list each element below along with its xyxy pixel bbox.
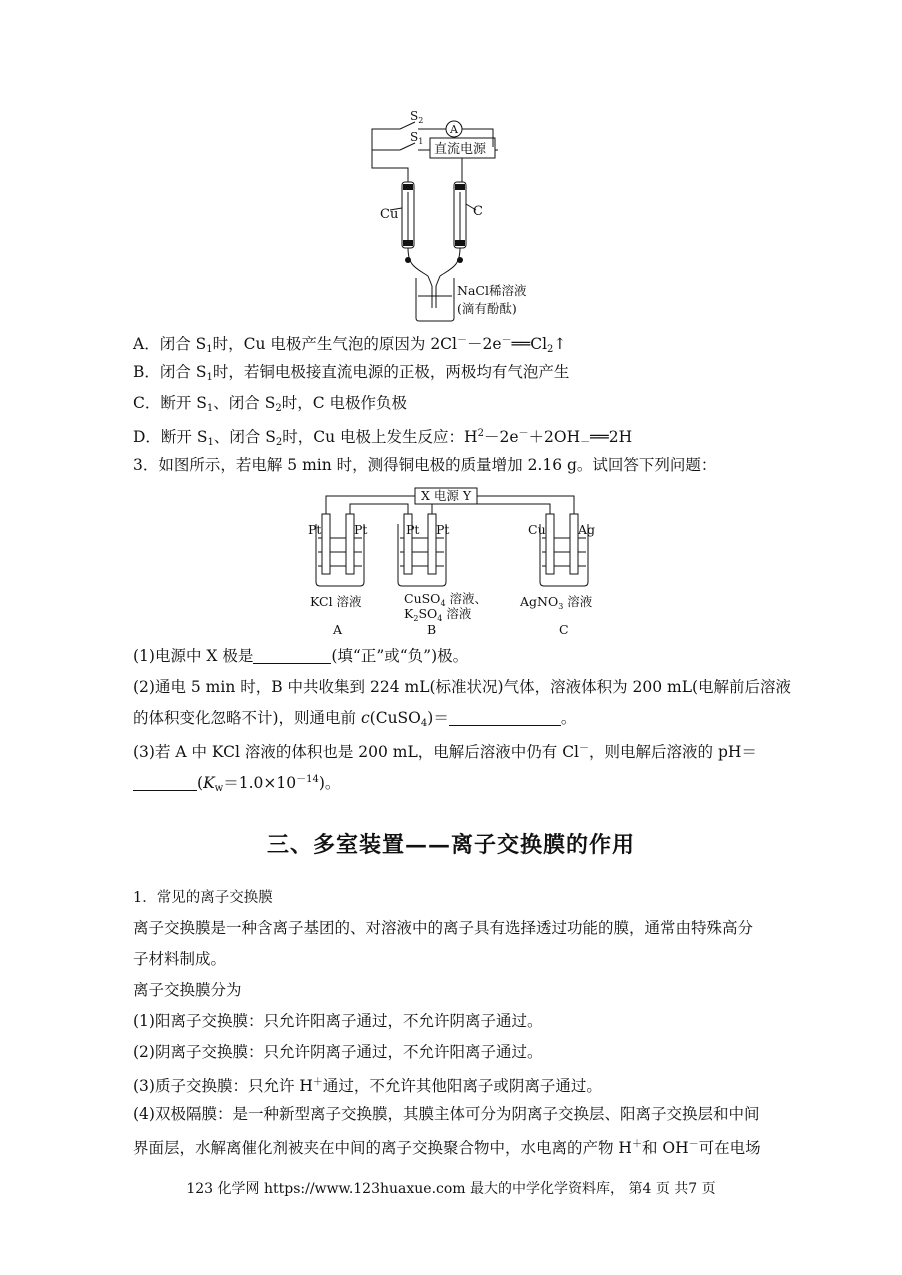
fig2-c-left-electrode: Cu (528, 522, 546, 537)
page-footer: 123 化学网 https://www.123huaxue.com 最大的中学化学资料库， 第4 页 共7 页 (186, 1181, 716, 1197)
subsection-heading: 1．常见的离子交换膜 (133, 890, 273, 906)
figure-electrolysis-apparatus (360, 100, 560, 325)
fig2-c-solution: AgNO$_3$ 溶液 (520, 594, 593, 611)
fig1-c-label: C (473, 204, 483, 219)
option-a: A．闭合 $S_1$时，Cu 电极产生气泡的原因为 $2Cl^--2e^-══Cl_2↑$ (133, 335, 567, 355)
fig2-b-left-electrode: Pt (406, 522, 420, 537)
fig2-a-label: A (333, 622, 343, 637)
answer-blank-1[interactable] (253, 647, 331, 664)
question-3-stem: 3．如图所示，若电解 5 min 时，测得铜电极的质量增加 2.16 g。试回答下列问题： (133, 456, 717, 474)
fig2-b-label: B (427, 622, 437, 637)
option-b: B．闭合 $S_1$时，若铜电极接直流电源的正极，两极均有气泡产生 (133, 363, 570, 383)
fig1-solution-label: NaCl稀溶液 (457, 283, 527, 298)
section-title: 三、多室装置——离子交换膜的作用 (266, 832, 635, 858)
sub-question-3-line-1: (3)若 A 中 KCl 溶液的体积也是 200 mL，电解后溶液中仍有 Cl－，则电解后溶液的 pH＝ (133, 743, 757, 761)
fig1-cu-label: Cu (380, 207, 399, 222)
option-c: C．断开 $S_1$、闭合 $S_2$时，C 电极作负极 (133, 394, 407, 414)
fig2-a-left-electrode: Pt (308, 522, 322, 537)
fig1-s2-label: $S_2$ (410, 109, 424, 125)
fig1-ammeter-label: A (450, 123, 458, 136)
list-item-2: (2)阴离子交换膜：只允许阴离子通过，不允许阳离子通过。 (133, 1043, 543, 1061)
paragraph-line-1: 离子交换膜是一种含离子基团的、对溶液中的离子具有选择透过功能的膜，通常由特殊高分 (133, 919, 754, 937)
fig2-c-label: C (559, 622, 569, 637)
fig1-power-label: 直流电源 (434, 142, 487, 157)
answer-blank-3[interactable] (133, 774, 197, 791)
sub-question-2-line-2: 的体积变化忽略不计)，则通电前 c(CuSO$_4$)＝ 。 (133, 709, 577, 729)
sub-question-2-line-1: (2)通电 5 min 时，B 中共收集到 224 mL(标准状况)气体，溶液体积为 200 mL(电解前后溶液 (133, 678, 792, 696)
fig2-c-right-electrode: Ag (578, 522, 596, 537)
sub-question-1: (1)电源中 X 极是 (填“正”或“负”)极。 (133, 647, 469, 665)
fig2-power-label: X 电源 Y (421, 488, 472, 503)
paragraph-line-3: 离子交换膜分为 (133, 981, 242, 999)
figure-series-cells (300, 482, 610, 640)
list-item-4-line-2: 界面层，水解离催化剂被夹在中间的离子交换聚合物中，水电离的产物 H＋和 OH－可在电场 (133, 1139, 761, 1157)
fig2-b-solution-1: CuSO$_4$ 溶液、 (404, 591, 488, 608)
fig2-a-solution: KCl 溶液 (310, 594, 362, 609)
fig1-indicator-label: (滴有酚酞) (457, 301, 517, 316)
list-item-1: (1)阳离子交换膜：只允许阳离子通过，不允许阴离子通过。 (133, 1012, 543, 1030)
fig2-b-right-electrode: Pt (436, 522, 450, 537)
sub-question-3-line-2: $(K_w=1.0\times 10^{-14})$。 (133, 770, 340, 799)
list-item-3: (3)质子交换膜：只允许 H＋通过，不允许其他阳离子或阴离子通过。 (133, 1077, 602, 1095)
fig2-b-solution-2: $K_2SO_4$ 溶液 (404, 606, 472, 623)
fig2-a-right-electrode: Pt (354, 522, 368, 537)
answer-blank-2[interactable] (449, 709, 561, 726)
option-d: D．断开 $S_1$、闭合 $S_2$时，Cu 电极上发生反应：$H^2-2e^-+2OH_-══2H$ (133, 428, 633, 448)
list-item-4-line-1: (4)双极隔膜：是一种新型离子交换膜，其膜主体可分为阴离子交换层、阳离子交换层和中间 (133, 1105, 760, 1123)
fig1-s1-label: $S_1$ (410, 130, 424, 146)
paragraph-line-2: 子材料制成。 (133, 950, 227, 968)
